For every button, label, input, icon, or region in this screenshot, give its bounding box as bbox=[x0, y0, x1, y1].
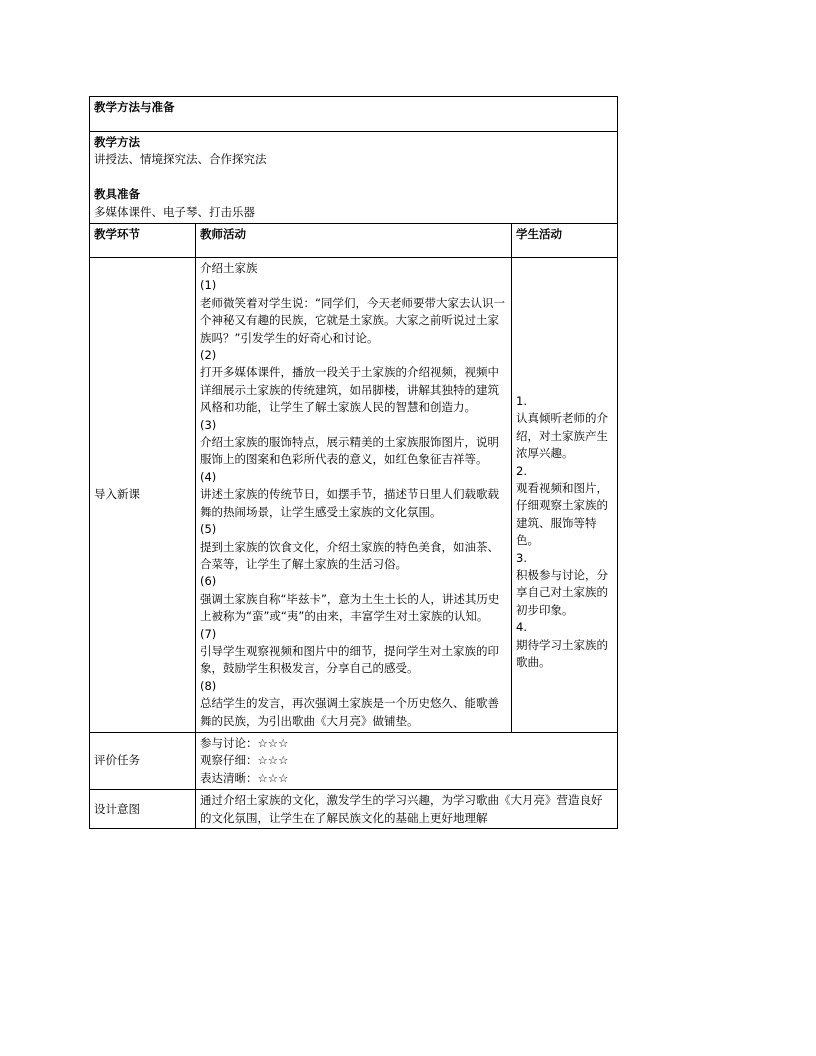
section-title: 教学方法与准备 bbox=[90, 97, 618, 132]
evaluation-label: 参与讨论： bbox=[200, 735, 258, 750]
teacher-step-num: (4) bbox=[200, 469, 217, 484]
teacher-step-text: 引导学生观察视频和图片中的细节，提问学生对土家族的印象，鼓励学生积极发言，分享自己的感受。 bbox=[200, 643, 499, 676]
teacher-step-text: 老师微笑着对学生说：“同学们，今天老师要带大家去认识一个神秘又有趣的民族，它就是土家族。大家之前听说过土家族吗？”引发学生的好奇心和讨论。 bbox=[200, 295, 505, 345]
evaluation-label: 表达清晰： bbox=[200, 770, 258, 785]
teacher-step-num: (5) bbox=[200, 522, 217, 537]
header-teacher: 教师活动 bbox=[196, 224, 512, 258]
teacher-step-text: 提到土家族的饮食文化，介绍土家族的特色美食，如油茶、合菜等，让学生了解土家族的生活习俗。 bbox=[200, 539, 499, 571]
evaluation-stage: 评价任务 bbox=[90, 732, 196, 789]
header-stage: 教学环节 bbox=[90, 224, 196, 258]
tools-heading: 教具准备 bbox=[94, 187, 140, 202]
methods-heading: 教学方法 bbox=[94, 135, 140, 149]
intro-stage: 导入新课 bbox=[90, 258, 196, 733]
teacher-step-text: 打开多媒体课件，播放一段关于土家族的介绍视频，视频中详细展示土家族的传统建筑，如吊脚楼，讲解其独特的建筑风格和功能，让学生了解土家族人民的智慧和创造力。 bbox=[200, 365, 499, 415]
teacher-step-num: (6) bbox=[200, 574, 217, 589]
student-step-num: 2. bbox=[516, 463, 527, 478]
teacher-step-num: (2) bbox=[200, 348, 217, 363]
teacher-step-text: 讲述土家族的传统节日，如摆手节，描述节日里人们载歌载舞的热闹场景，让学生感受土家族的文化氛围。 bbox=[200, 487, 499, 519]
student-step-text: 积极参与讨论，分享自己对土家族的初步印象。 bbox=[516, 568, 608, 617]
teacher-activity-title: 介绍土家族 bbox=[200, 261, 258, 276]
evaluation-item bbox=[200, 770, 613, 787]
evaluation-label: 观察仔细： bbox=[200, 753, 258, 768]
student-step-num: 1. bbox=[516, 394, 527, 409]
lesson-plan-table bbox=[89, 96, 618, 829]
teacher-step-num: (8) bbox=[200, 678, 217, 693]
student-step-text: 观看视频和图片，仔细观察土家族的建筑、服饰等特色。 bbox=[516, 481, 608, 548]
teacher-step-num: (1) bbox=[200, 278, 217, 293]
tools-text: 多媒体课件、电子琴、打击乐器 bbox=[94, 204, 255, 219]
student-step-num: 3. bbox=[516, 550, 527, 565]
student-activity-cell bbox=[512, 258, 618, 733]
star-rating: ☆☆☆ bbox=[257, 753, 289, 768]
student-step-text: 认真倾听老师的介绍，对土家族产生浓厚兴趣。 bbox=[516, 411, 608, 461]
teacher-step-text: 强调土家族自称“毕兹卡”，意为土生土长的人，讲述其历史上被称为“蛮”或“夷”的由来，丰富学生对土家族的认知。 bbox=[200, 591, 500, 624]
header-student: 学生活动 bbox=[512, 224, 618, 258]
teacher-step-text: 总结学生的发言，再次强调土家族是一个历史悠久、能歌善舞的民族，为引出歌曲《大月亮》做铺垫。 bbox=[200, 696, 499, 728]
design-intent-text: 通过介绍土家族的文化，激发学生的学习兴趣，为学习歌曲《大月亮》营造良好的文化氛围，让学生在了解民族文化的基础上更好地理解 bbox=[200, 793, 603, 825]
teacher-step-text: 介绍土家族的服饰特点，展示精美的土家族服饰图片，说明服饰上的图案和色彩所代表的意义，如红色象征吉祥等。 bbox=[200, 435, 499, 467]
star-rating: ☆☆☆ bbox=[257, 735, 289, 750]
evaluation-item bbox=[200, 752, 613, 769]
student-step-num: 4. bbox=[516, 620, 527, 635]
evaluation-cell bbox=[196, 732, 618, 789]
methods-and-tools-cell bbox=[90, 132, 618, 224]
design-stage: 设计意图 bbox=[90, 790, 196, 829]
teacher-activity-cell bbox=[196, 258, 512, 733]
teacher-step-num: (7) bbox=[200, 626, 217, 641]
evaluation-item bbox=[200, 735, 613, 752]
teacher-step-num: (3) bbox=[200, 417, 217, 432]
methods-text: 讲授法、情境探究法、合作探究法 bbox=[94, 152, 267, 167]
design-intent-cell bbox=[196, 790, 618, 829]
student-step-text: 期待学习土家族的歌曲。 bbox=[516, 637, 608, 670]
star-rating: ☆☆☆ bbox=[257, 770, 289, 785]
